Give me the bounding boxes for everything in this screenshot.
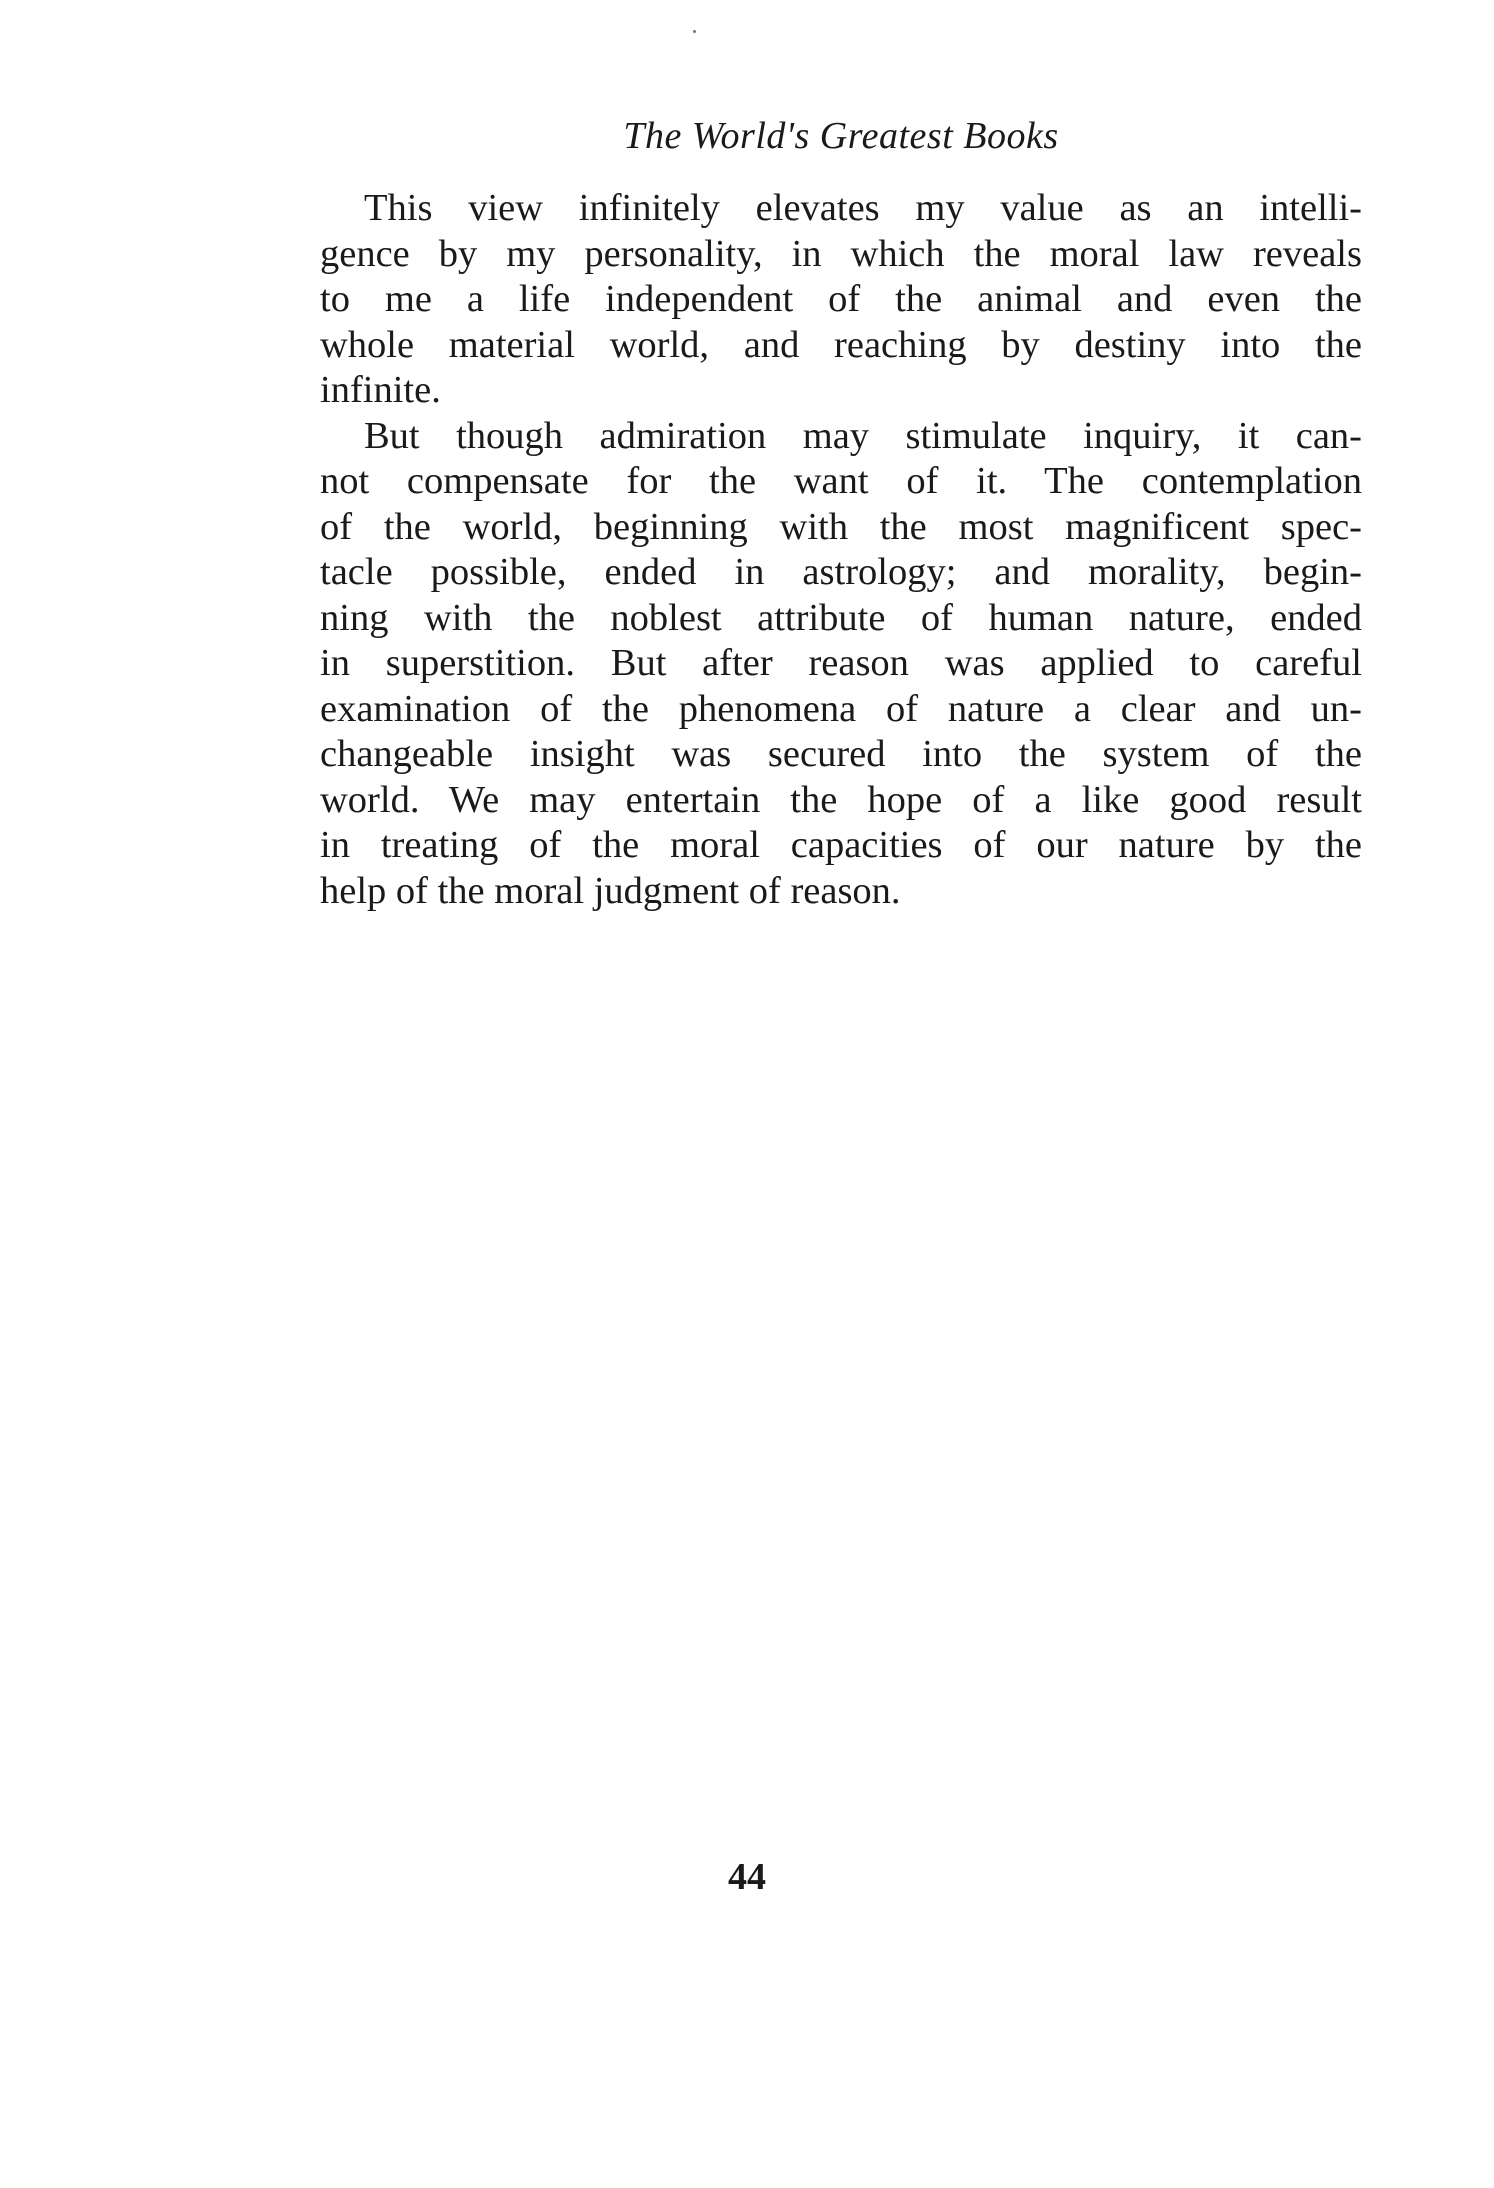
paragraph-1 <box>320 186 1362 414</box>
text-line: help of the moral judgment of reason. <box>320 869 901 912</box>
text-line: changeable insight was secured into the system of the <box>320 733 1362 775</box>
paragraph-2 <box>320 414 1362 915</box>
print-speck <box>693 30 696 33</box>
text-line: in treating of the moral capacities of our nature by the <box>320 824 1362 866</box>
text-line: infinite. <box>320 369 441 411</box>
page-number: 44 <box>728 1856 766 1898</box>
body-text <box>320 186 1362 914</box>
text-line: examination of the phenomena of nature a clear and un- <box>320 687 1362 730</box>
text-line: not compensate for the want of it. The contemplation <box>320 460 1362 502</box>
text-line: to me a life independent of the animal and even the <box>320 278 1362 320</box>
text-line: gence by my personality, in which the moral law reveals <box>320 232 1362 275</box>
text-line: ning with the noblest attribute of human nature, ended <box>320 596 1362 639</box>
text-line: world. We may entertain the hope of a like good result <box>320 778 1362 821</box>
text-line: But though admiration may stimulate inquiry, it can- <box>364 414 1362 457</box>
text-line: This view infinitely elevates my value as an intelli- <box>364 187 1362 229</box>
text-line: in superstition. But after reason was applied to careful <box>320 642 1362 684</box>
text-line: tacle possible, ended in astrology; and morality, begin- <box>320 551 1362 593</box>
text-line: whole material world, and reaching by destiny into the <box>320 323 1362 366</box>
running-head: The World's Greatest Books <box>623 115 1059 157</box>
text-line: of the world, beginning with the most magnificent spec- <box>320 505 1362 548</box>
